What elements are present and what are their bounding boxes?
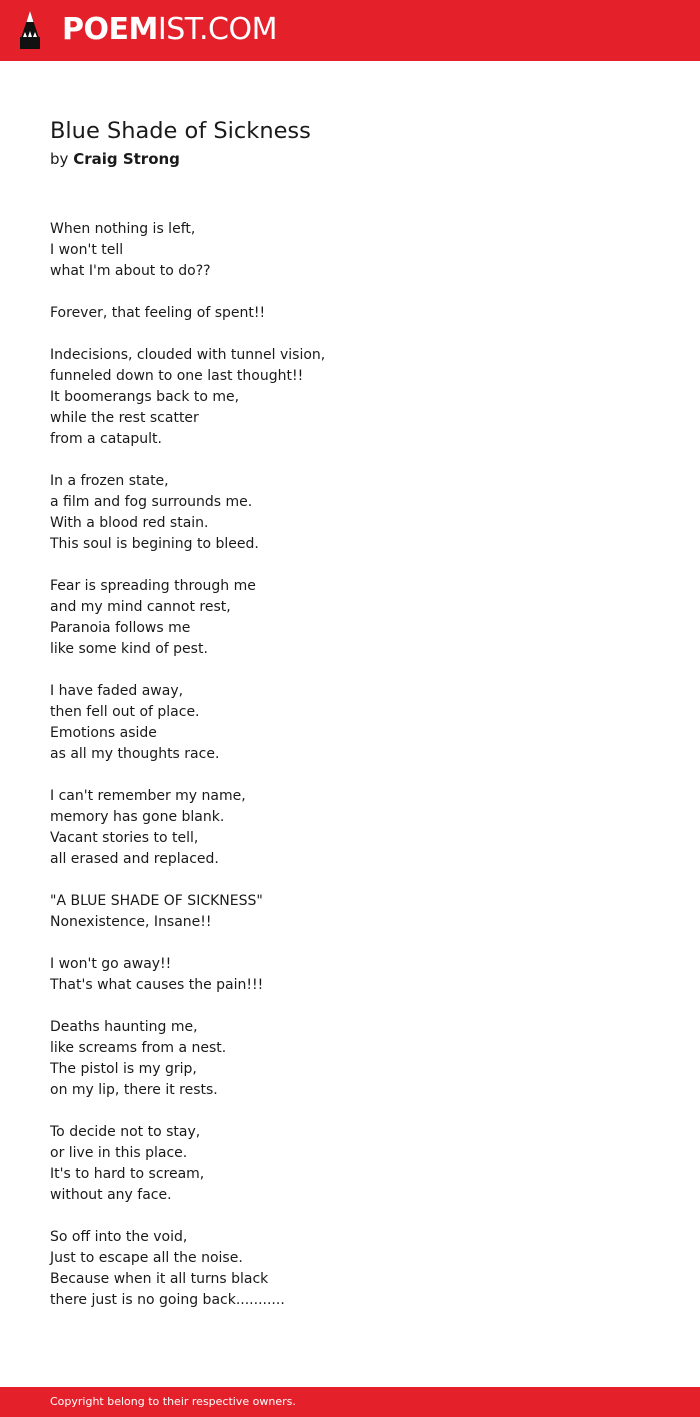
site-footer	[0, 1387, 700, 1417]
poem-line: Forever, that feeling of spent!!	[50, 305, 266, 321]
poem-stanza	[50, 786, 650, 870]
poem-stanza	[50, 1017, 650, 1101]
poem-body	[50, 219, 650, 1332]
poem-line: I won't go away!!	[50, 956, 172, 972]
poem-line: memory has gone blank.	[50, 809, 225, 825]
poem-line: So off into the void,	[50, 1229, 188, 1245]
poem-stanza	[50, 303, 650, 324]
poem-line: The pistol is my grip,	[50, 1061, 197, 1077]
poem-line: on my lip, there it rests.	[50, 1082, 218, 1098]
poem-title: Blue Shade of Sickness	[50, 118, 311, 144]
poem-line: all erased and replaced.	[50, 851, 219, 867]
poem-line: I have faded away,	[50, 683, 184, 699]
poem-stanza	[50, 681, 650, 765]
poem-line: then fell out of place.	[50, 704, 200, 720]
poem-stanza	[50, 576, 650, 660]
poem-line: like some kind of pest.	[50, 641, 208, 657]
poem-byline	[50, 148, 180, 170]
poem-line: Paranoia follows me	[50, 620, 191, 636]
poem-line: there just is no going back...........	[50, 1292, 285, 1308]
poem-line: When nothing is left,	[50, 221, 196, 237]
poem-stanza	[50, 891, 650, 933]
poem-line: Deaths haunting me,	[50, 1019, 198, 1035]
poem-stanza	[50, 345, 650, 450]
poem-line: "A BLUE SHADE OF SICKNESS"	[50, 893, 263, 909]
poem-line: That's what causes the pain!!!	[50, 977, 264, 993]
poem-line: while the rest scatter	[50, 410, 199, 426]
poem-stanza	[50, 219, 650, 282]
site-logo[interactable]	[62, 13, 277, 47]
poem-line: It's to hard to scream,	[50, 1166, 205, 1182]
poem-line: Emotions aside	[50, 725, 157, 741]
poem-line: or live in this place.	[50, 1145, 188, 1161]
poem-line: I won't tell	[50, 242, 124, 258]
logo-rest-text: IST.COM	[157, 12, 277, 47]
poem-line: Fear is spreading through me	[50, 578, 256, 594]
poem-line: This soul is begining to bleed.	[50, 536, 259, 552]
by-label: by	[50, 150, 69, 168]
poem-line: a film and fog surrounds me.	[50, 494, 253, 510]
logo-bold-text: POEM	[62, 12, 158, 47]
poem-line: Vacant stories to tell,	[50, 830, 199, 846]
pencil-logo-icon[interactable]	[18, 10, 42, 50]
poem-line: funneled down to one last thought!!	[50, 368, 304, 384]
poem-stanza	[50, 1227, 650, 1311]
poem-line: In a frozen state,	[50, 473, 169, 489]
poem-line: as all my thoughts race.	[50, 746, 220, 762]
poem-stanza	[50, 1122, 650, 1206]
poem-line: like screams from a nest.	[50, 1040, 227, 1056]
poem-author: Craig Strong	[73, 150, 180, 168]
poem-line: With a blood red stain.	[50, 515, 209, 531]
poem-line: what I'm about to do??	[50, 263, 211, 279]
poem-line: Indecisions, clouded with tunnel vision,	[50, 347, 326, 363]
poem-line: Nonexistence, Insane!!	[50, 914, 212, 930]
poem-stanza	[50, 954, 650, 996]
poem-line: Because when it all turns black	[50, 1271, 269, 1287]
poem-line: and my mind cannot rest,	[50, 599, 231, 615]
poem-line: without any face.	[50, 1187, 172, 1203]
poem-line: It boomerangs back to me,	[50, 389, 240, 405]
poem-line: Just to escape all the noise.	[50, 1250, 243, 1266]
site-header	[0, 0, 700, 61]
poem-line: from a catapult.	[50, 431, 162, 447]
copyright-text: Copyright belong to their respective owners.	[50, 1395, 296, 1408]
poem-line: To decide not to stay,	[50, 1124, 201, 1140]
poem-stanza	[50, 471, 650, 555]
poem-line: I can't remember my name,	[50, 788, 246, 804]
